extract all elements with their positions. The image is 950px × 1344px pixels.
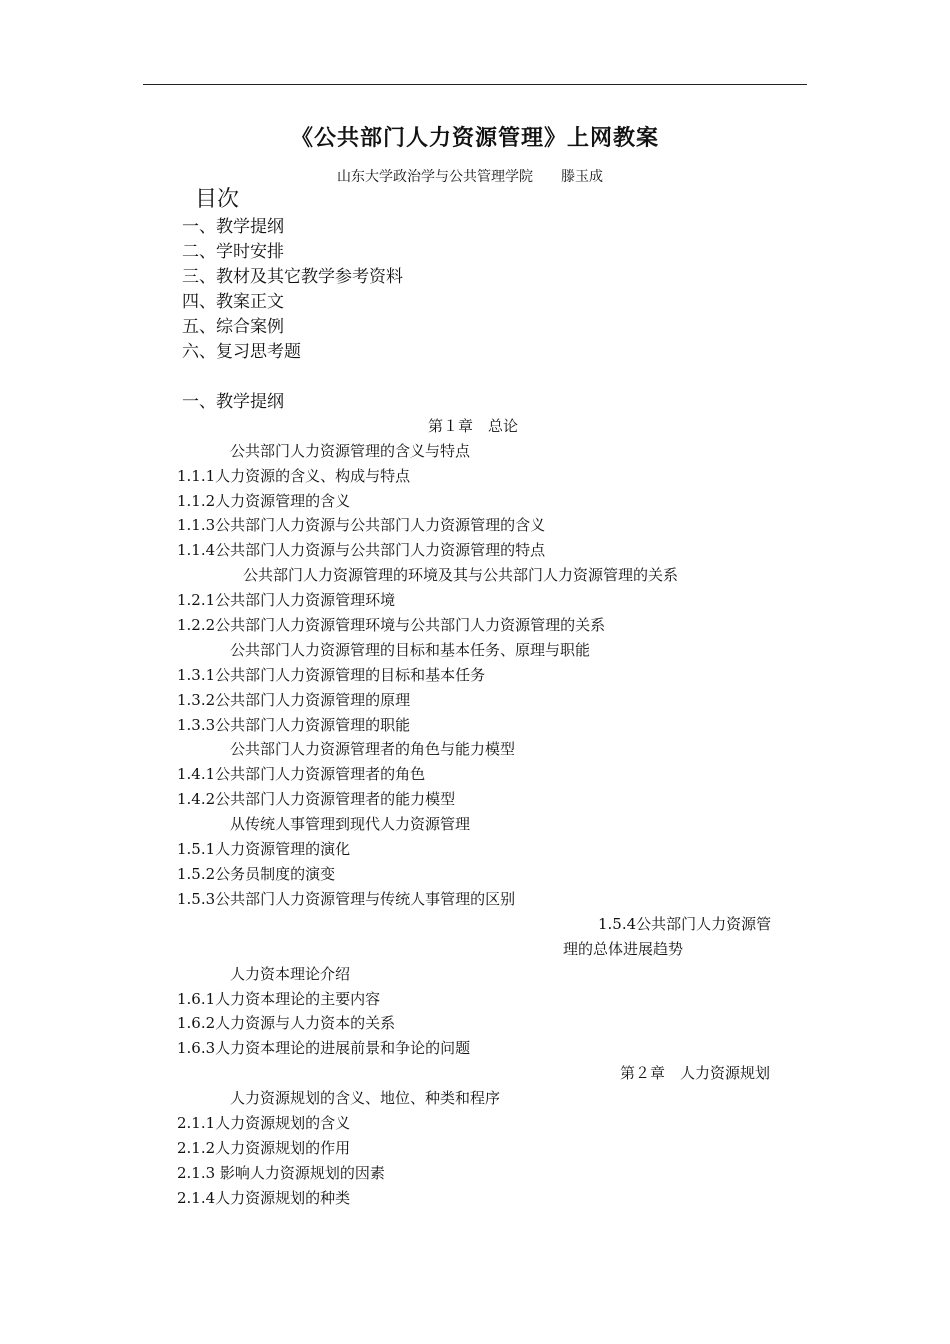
section-title: 人力资源规划的含义、地位、种类和程序	[230, 1089, 501, 1107]
section-title: 从传统人事管理到现代人力资源管理	[230, 815, 471, 833]
toc-item[interactable]: 二、学时安排	[182, 242, 284, 262]
outline-item: 1.5.2公务员制度的演变	[177, 865, 336, 883]
outline-item: 1.5.4公共部门人力资源管	[598, 915, 772, 933]
section-heading: 一、教学提纲	[182, 392, 284, 412]
section-title: 公共部门人力资源管理的环境及其与公共部门人力资源管理的关系	[243, 566, 679, 584]
header-rule	[143, 84, 807, 85]
outline-item: 1.6.3人力资本理论的进展前景和争论的问题	[177, 1039, 471, 1057]
outline-item: 1.2.1公共部门人力资源管理环境	[177, 591, 396, 609]
outline-item: 1.6.2人力资源与人力资本的关系	[177, 1014, 396, 1032]
section-title: 公共部门人力资源管理的目标和基本任务、原理与职能	[230, 641, 591, 659]
document-title: 《公共部门人力资源管理》上网教案	[290, 126, 659, 151]
author-line: 山东大学政治学与公共管理学院 滕玉成	[337, 169, 603, 185]
toc-item[interactable]: 一、教学提纲	[182, 217, 284, 237]
outline-item: 1.6.1人力资本理论的主要内容	[177, 990, 381, 1008]
section-title: 公共部门人力资源管理的含义与特点	[230, 442, 471, 460]
outline-item: 1.1.2人力资源管理的含义	[177, 492, 351, 510]
outline-item: 1.3.1公共部门人力资源管理的目标和基本任务	[177, 666, 486, 684]
outline-item: 2.1.2人力资源规划的作用	[177, 1139, 351, 1157]
outline-item: 1.4.2公共部门人力资源管理者的能力模型	[177, 790, 456, 808]
toc-item[interactable]: 五、综合案例	[182, 317, 284, 337]
toc-item[interactable]: 六、复习思考题	[182, 342, 301, 362]
section-title: 公共部门人力资源管理者的角色与能力模型	[230, 740, 516, 758]
outline-item-continuation: 理的总体进展趋势	[563, 940, 684, 958]
toc-item[interactable]: 三、教材及其它教学参考资料	[182, 267, 403, 287]
outline-item: 1.3.3公共部门人力资源管理的职能	[177, 716, 411, 734]
outline-item: 1.1.1人力资源的含义、构成与特点	[177, 467, 411, 485]
outline-item: 2.1.1人力资源规划的含义	[177, 1114, 351, 1132]
outline-item: 1.5.3公共部门人力资源管理与传统人事管理的区别	[177, 890, 516, 908]
outline-item: 2.1.4人力资源规划的种类	[177, 1189, 351, 1207]
outline-item: 1.5.1人力资源管理的演化	[177, 840, 351, 858]
outline-item: 2.1.3 影响人力资源规划的因素	[177, 1164, 385, 1182]
section-title: 人力资本理论介绍	[230, 965, 351, 983]
outline-item: 1.1.4公共部门人力资源与公共部门人力资源管理的特点	[177, 541, 546, 559]
outline-item: 1.2.2公共部门人力资源管理环境与公共部门人力资源管理的关系	[177, 616, 606, 634]
outline-item: 1.1.3公共部门人力资源与公共部门人力资源管理的含义	[177, 516, 546, 534]
toc-heading: 目次	[195, 187, 240, 212]
outline-item: 1.3.2公共部门人力资源管理的原理	[177, 691, 411, 709]
outline-item: 1.4.1公共部门人力资源管理者的角色	[177, 765, 426, 783]
toc-item[interactable]: 四、教案正文	[182, 292, 284, 312]
chapter-heading: 第２章 人力资源规划	[620, 1064, 771, 1082]
chapter-heading: 第１章 总论	[428, 417, 519, 435]
